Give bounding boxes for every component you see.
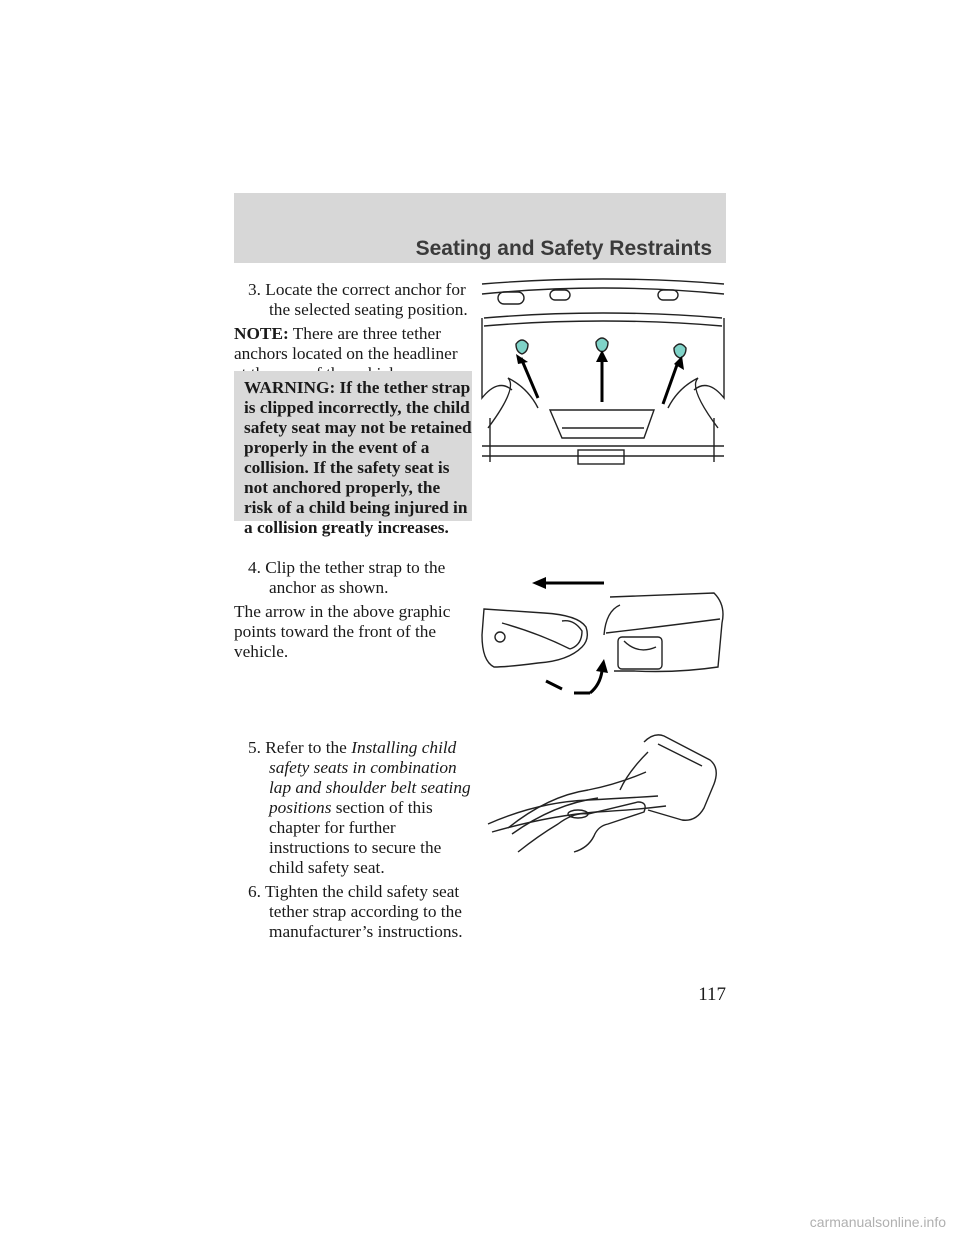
arrow-icon bbox=[521, 358, 678, 404]
arrow-icon bbox=[532, 577, 604, 589]
arrow-note-text: The arrow in the above graphic points toward the front of the vehicle. bbox=[234, 602, 451, 661]
step-4-block bbox=[234, 558, 474, 662]
step-3-text: 3. Locate the correct anchor for the selected seating position. bbox=[248, 280, 468, 319]
step-5-prefix: 5. Refer to the bbox=[248, 738, 347, 757]
chapter-title: Seating and Safety Restraints bbox=[415, 237, 712, 260]
note-text: There are three tether anchors located on the headliner bbox=[234, 324, 458, 363]
chapter-header-band bbox=[234, 193, 726, 263]
step-5-6-block bbox=[234, 738, 474, 942]
step-5-suffix: section of this chapter for further instructions to secure the child safety seat. bbox=[269, 798, 442, 877]
step-5-section-reference: Installing child safety seats in combination lap and shoulder belt seating positions bbox=[269, 738, 471, 817]
step-5-text bbox=[234, 738, 474, 878]
headliner-anchor-figure bbox=[478, 278, 728, 468]
step-3-block bbox=[234, 280, 474, 384]
note-label: NOTE: bbox=[234, 324, 289, 343]
warning-text: WARNING: If the tether strap is clipped incorrectly, the child safety seat may not be retained properly in the event of a collision. If the safety seat is not anchored properly, the risk of a child being injured in a collision greatly increases. bbox=[244, 378, 472, 537]
warning-box bbox=[234, 371, 472, 537]
tether-clip-figure bbox=[478, 575, 728, 710]
step-6-text: 6. Tighten the child safety seat tether strap according to the manufacturer’s instructions. bbox=[248, 882, 463, 941]
page-number: 117 bbox=[698, 984, 726, 1005]
watermark[interactable]: carmanualsonline.info bbox=[809, 1214, 946, 1230]
step-4-text: 4. Clip the tether strap to the anchor as shown. bbox=[248, 558, 446, 597]
tighten-strap-figure bbox=[478, 732, 728, 857]
